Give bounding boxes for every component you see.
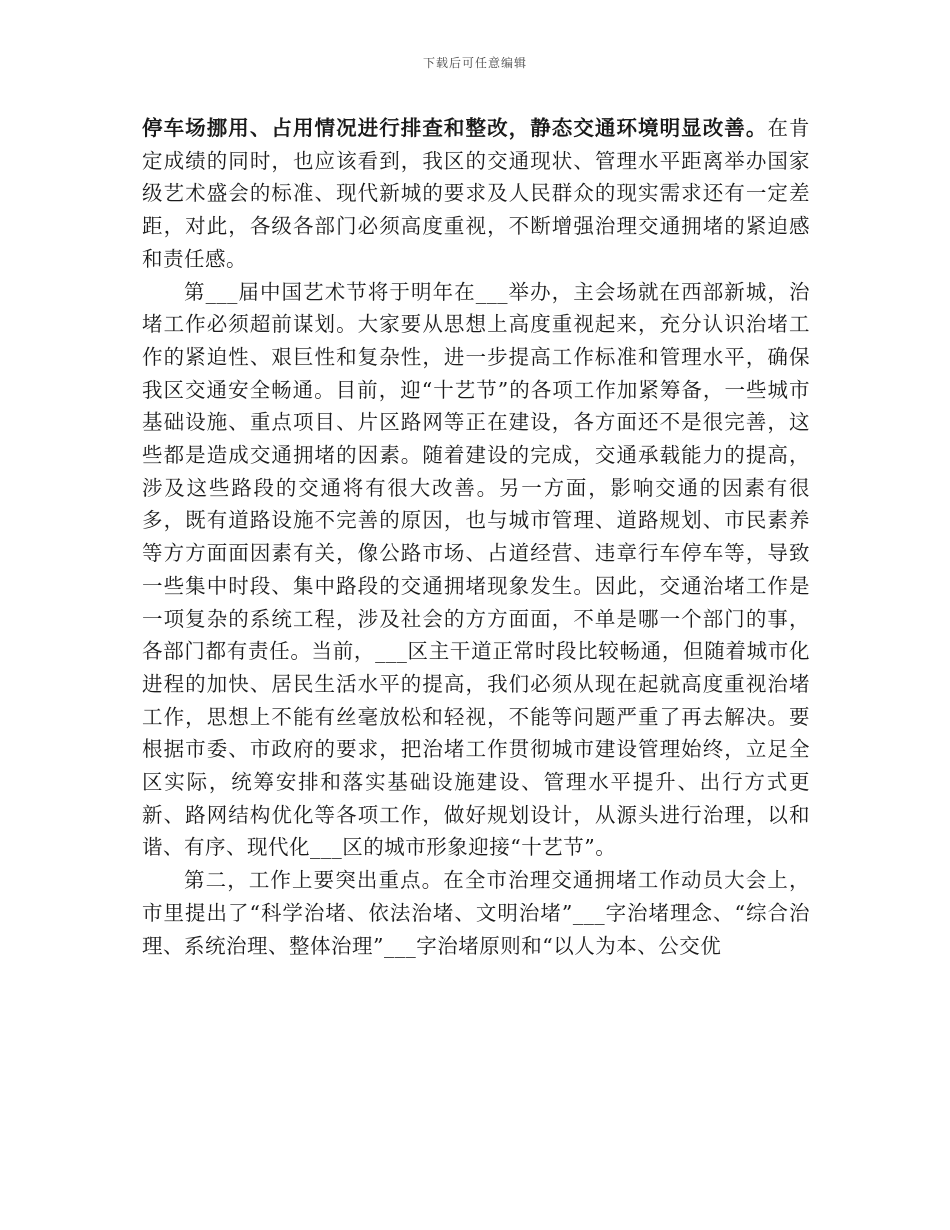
paragraph-1-bold-lead: 停车场挪用、占用情况进行排查和整改，静态交通环境明显改善。 (142, 116, 768, 140)
paragraph-3: 第二，工作上要突出重点。在全市治理交通拥堵工作动员大会上，市里提出了“科学治堵、依法治堵、文明治堵”___字治堵理念、“综合治理、系统治理、整体治理”___字治堵原则和“以人为本、公交优 (142, 868, 810, 958)
paragraph-1 (142, 112, 810, 276)
document-body (142, 112, 810, 962)
paragraph-2: 第___届中国艺术节将于明年在___举办，主会场就在西部新城，治堵工作必须超前谋划。大家要从思想上高度重视起来，充分认识治堵工作的紧迫性、艰巨性和复杂性，进一步提高工作标准和管理水平，确保我区交通安全畅通。目前，迎“十艺节”的各项工作加紧筹备，一些城市基础设施、重点项目、片区路网等正在建设，各方面还不是很完善，这些都是造成交通拥堵的因素。随着建设的完成，交通承载能力的提高，涉及这些路段的交通将有很大改善。另一方面，影响交通的因素有很多，既有道路设施不完善的原因，也与城市管理、道路规划、市民素养等方方面面因素有关，像公路市场、占道经营、违章行车停车等，导致一些集中时段、集中路段的交通拥堵现象发生。因此，交通治堵工作是一项复杂的系统工程，涉及社会的方方面面，不单是哪一个部门的事，各部门都有责任。当前，___区主干道正常时段比较畅通，但随着城市化进程的加快、居民生活水平的提高，我们必须从现在起就高度重视治堵工作，思想上不能有丝毫放松和轻视，不能等问题严重了再去解决。要根据市委、市政府的要求，把治堵工作贯彻城市建设管理始终，立足全区实际，统筹安排和落实基础设施建设、管理水平提升、出行方式更新、路网结构优化等各项工作，做好规划设计，从源头进行治理，以和谐、有序、现代化___区的城市形象迎接“十艺节”。 (142, 279, 810, 860)
page-header: 下载后可任意编辑 (422, 56, 527, 70)
paragraph-1-text: 在肯定成绩的同时，也应该看到，我区的交通现状、管理水平距离举办国家级艺术盛会的标准、现代新城的要求及人民群众的现实需求还有一定差距，对此，各级各部门必须高度重视，不断增强治理交通拥堵的紧迫感和责任感。 (142, 116, 811, 271)
